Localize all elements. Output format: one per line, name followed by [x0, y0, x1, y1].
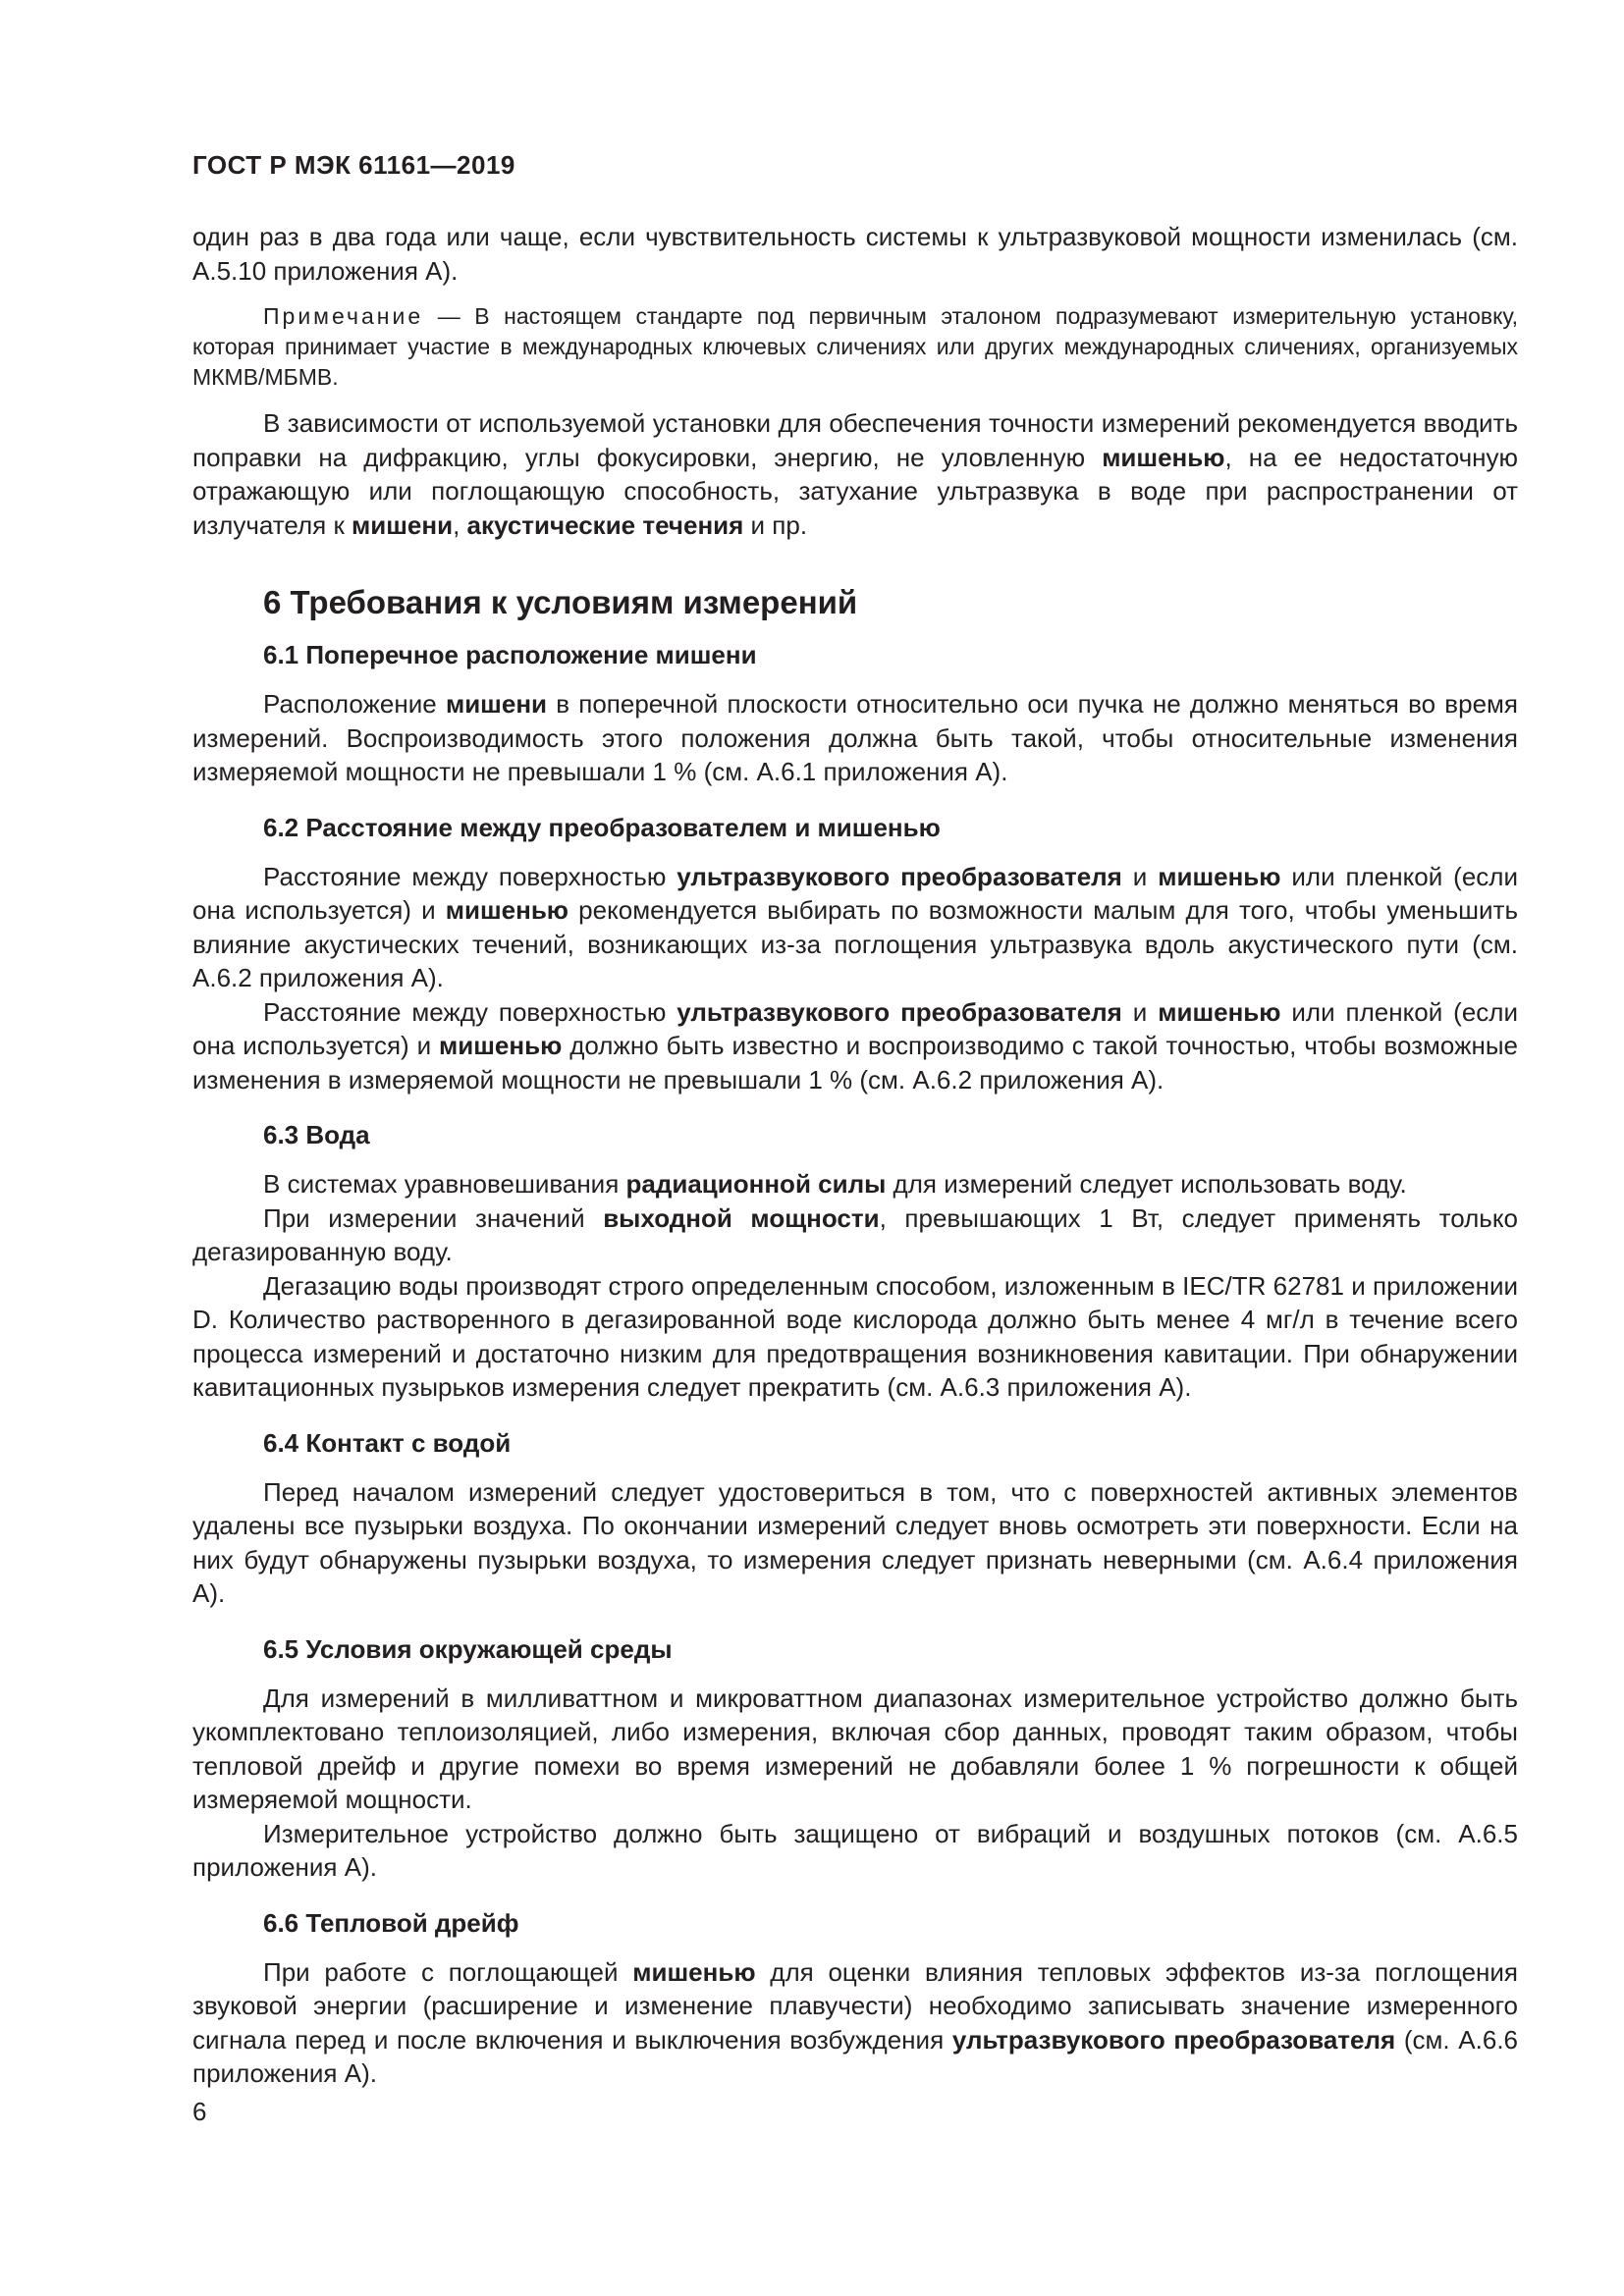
subsection-title-6-1: 6.1 Поперечное расположение мишени	[263, 640, 757, 669]
text: При работе с поглощающей	[263, 1956, 633, 1987]
note-label: Примечание	[263, 303, 424, 329]
text: (см. А.6.6 приложения А).	[192, 2024, 1519, 2088]
subsection-title-6-4: 6.4 Контакт с водой	[263, 1427, 512, 1458]
subsection-title-6-6: 6.6 Тепловой дрейф	[263, 1907, 519, 1938]
paragraph-6-5-1: Для измерений в милливаттном и микроваттном диапазонах измерительное устройство должно быть укомплектовано теплоизоляцией, либо измерения, включая сбор данных, проводят таким образом, чтобы тепловой дрейф и другие помехи во время измерений не добавляли более 1 % погрешности к общей измеряемой мощности.	[192, 1682, 1518, 1814]
text: для оценки влияния тепловых эффектов из-за поглощения звуковой энергии (расширение и изменение плавучести) необходимо записывать значение измеренного сигнала перед и после включения и выключения возбуждения	[192, 1956, 1518, 2055]
subsection-title-6-5: 6.5 Условия окружающей среды	[263, 1633, 673, 1664]
text: или пленкой (если она используется) и	[192, 996, 1518, 1060]
note-text: — В настоящем стандарте под первичным эталоном подразумевают измерительную установку, которая принимает участие в международных ключевых сличениях или других международных сличениях, организуемых МКМВ/МБМВ.	[192, 303, 1518, 390]
text: Расстояние между поверхностью	[263, 996, 677, 1027]
text: и	[1121, 861, 1159, 891]
section-title: 6 Требования к условиям измерений	[263, 584, 858, 620]
subsection-title-6-2: 6.2 Расстояние между преобразователем и мишенью	[263, 812, 941, 842]
document-header: ГОСТ Р МЭК 61161—2019	[192, 150, 515, 180]
paragraph-6-3-3: Дегазацию воды производят строго определенным способом, изложенным в IEC/TR 62781 и приложении D. Количество растворенного в дегазированной воде кислорода должно быть менее 4 мг/л в течение всего процесса измерений и достаточно низким для предотвращения возникновения кавитации. При обнаружении кавитационных пузырьков измерения следует прекратить (см. А.6.3 приложения А).	[192, 1270, 1518, 1402]
text: должно быть известно и воспроизводимо с такой точностью, чтобы возможные изменения в измеряемой мощности не превышали 1 % (см. А.6.2 приложения А).	[192, 1031, 1518, 1095]
text: и	[1121, 996, 1159, 1027]
text: или пленкой (если она используется) и	[192, 861, 1518, 925]
note	[192, 301, 1518, 393]
term: ультразвукового преобразователя	[677, 996, 1122, 1027]
paragraph-6-6	[192, 1955, 1518, 2091]
subsection-title-6-3: 6.3 Вода	[263, 1120, 370, 1149]
text: , превышающих 1 Вт, следует применять только дегазированную воду.	[192, 1202, 1518, 1266]
text: В зависимости от используемой установки для обеспечения точности измерений рекомендуется вводить поправки на дифракцию, углы фокусировки, энергию, не уловленную	[192, 408, 1518, 472]
text: и пр.	[743, 509, 808, 540]
paragraph-6-2-2	[192, 995, 1518, 1097]
term: мишенью	[1158, 861, 1281, 891]
paragraph-6-3-2	[192, 1201, 1518, 1269]
term: мишенью	[439, 1031, 563, 1060]
paragraph-6-5-2: Измерительное устройство должно быть защищено от вибраций и воздушных потоков (см. А.6.5 приложения А).	[192, 1818, 1518, 1882]
term: мишени	[352, 509, 454, 540]
text: , на ее недостаточную отражающую или поглощающую способность, затухание ультразвука в воде при распространении от излучателя к	[192, 442, 1518, 540]
term: ультразвукового преобразователя	[951, 2024, 1396, 2055]
text: ,	[453, 509, 467, 540]
paragraph-6-3-1	[192, 1167, 1518, 1201]
term: мишени	[445, 689, 548, 719]
term: мишенью	[1158, 996, 1281, 1027]
paragraph-6-1	[192, 687, 1518, 789]
text: Расстояние между поверхностью	[263, 861, 677, 891]
text: При измерении значений	[263, 1202, 604, 1233]
term: мишенью	[632, 1956, 756, 1987]
term: радиационной силы	[625, 1169, 887, 1199]
text: в поперечной плоскости относительно оси пучка не должно меняться во время измерений. Воспроизводимость этого положения должна быть такой, чтобы относительные изменения измеряемой мощности не превышали 1 % (см. А.6.1 приложения А).	[192, 689, 1518, 786]
page-number: 6	[192, 2097, 207, 2126]
text: В системах уравновешивания	[263, 1169, 626, 1199]
text: рекомендуется выбирать по возможности малым для того, чтобы уменьшить влияние акустических течений, возникающих из-за поглощения ультразвука вдоль акустического пути (см. А.6.2 приложения А).	[192, 895, 1519, 992]
paragraph-6-2-1	[192, 860, 1518, 995]
text: для измерений следует использовать воду.	[886, 1169, 1407, 1199]
term: мишенью	[445, 895, 569, 925]
term: ультразвукового преобразователя	[677, 861, 1122, 891]
paragraph-continuation: один раз в два года или чаще, если чувствительность системы к ультразвуковой мощности изменилась (см. А.5.10 приложения А).	[192, 222, 1518, 286]
page-body	[192, 220, 1518, 2091]
text: Расположение	[263, 689, 446, 719]
term: выходной мощности	[603, 1202, 880, 1233]
paragraph-6-4: Перед началом измерений следует удостовериться в том, что с поверхностей активных элементов удалены все пузырьки воздуха. По окончании измерений следует вновь осмотреть эти поверхности. Если на них будут обнаружены пузырьки воздуха, то измерения следует признать неверными (см. А.6.4 приложения А).	[192, 1476, 1518, 1608]
term: акустические течения	[466, 509, 744, 540]
paragraph-corrections	[192, 406, 1518, 542]
term: мишенью	[1102, 442, 1225, 472]
